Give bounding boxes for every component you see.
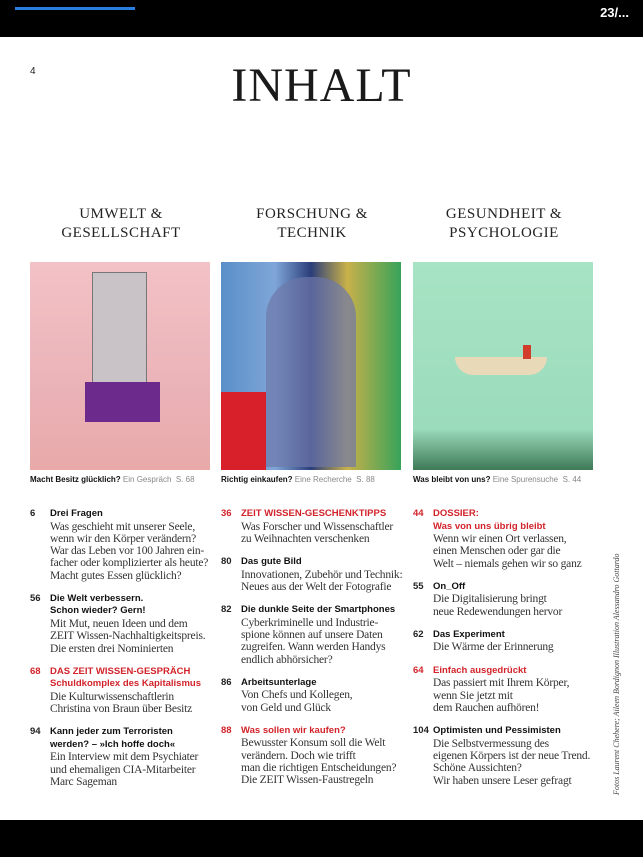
- caption-page: S. 44: [562, 475, 582, 484]
- entry-headline: Optimisten und Pessimisten: [433, 725, 561, 737]
- section-photo[interactable]: [413, 262, 593, 470]
- entry-page-number: 55: [413, 580, 424, 592]
- entry-description: Von Chefs und Kollegen, von Geld und Glück: [241, 689, 353, 714]
- entry-description: Die Selbstvermessung des eigenen Körpers ist der neue Trend. Schöne Aussichten? Wir haben unsere Leser gefragt: [433, 737, 591, 787]
- section-photo[interactable]: [30, 262, 210, 470]
- entry-headline: On_Off: [433, 580, 466, 592]
- reading-progress-bar: [15, 7, 135, 10]
- toc-entry[interactable]: [221, 556, 411, 593]
- entry-description: Innovationen, Zubehör und Technik: Neues aus der Welt der Fotografie: [241, 568, 403, 593]
- entry-page-number: 80: [221, 556, 232, 568]
- entry-description: Mit Mut, neuen Ideen und dem ZEIT Wissen-Nachhaltigkeitspreis. Die ersten drei Nominierten: [50, 617, 206, 655]
- billboard: [85, 382, 160, 422]
- entry-headline: Drei Fragen: [50, 508, 103, 519]
- section-heading: UMWELT & GESELLSCHAFT: [61, 206, 181, 241]
- toc-entry[interactable]: [30, 593, 220, 655]
- toc-entry[interactable]: [221, 725, 411, 787]
- entry-page-number: 104: [413, 725, 429, 737]
- toc-entry[interactable]: [221, 604, 411, 666]
- caption-title: Macht Besitz glücklich?: [30, 475, 121, 484]
- entry-description: Was geschieht mit unserer Seele, wenn wir den Körper verändern? War das Leben vor 100 Jahren ein- facher oder komplizierter als heute? Macht gutes Essen glücklich?: [50, 520, 209, 582]
- person-in-boat: [523, 345, 531, 359]
- caption-page: S. 68: [175, 475, 195, 484]
- caption-text: Eine Spurensuche: [492, 475, 559, 484]
- entry-headline: ZEIT WISSEN-GESCHENKTIPPS: [241, 508, 387, 519]
- entry-page-number: 62: [413, 628, 424, 640]
- entry-headline: Arbeitsunterlage: [241, 676, 317, 688]
- entry-page-number: 86: [221, 676, 232, 688]
- entry-page-number: 94: [30, 726, 41, 738]
- entry-description: Die Wärme der Erinnerung: [433, 641, 554, 654]
- section-heading: FORSCHUNG & TECHNIK: [256, 206, 368, 241]
- entry-description: Bewusster Konsum soll die Welt verändern. Doch wie trifft man die richtigen Entscheidungen? Die ZEIT Wissen-Faustregeln: [241, 737, 397, 787]
- entry-description: Was Forscher und Wissenschaftler zu Weihnachten verschenken: [241, 520, 394, 545]
- section-photo[interactable]: [221, 262, 401, 470]
- entry-headline: Kann jeder zum Terroristen werden? – »Ich hoffe doch«: [50, 726, 176, 750]
- entry-description: Das passiert mit Ihrem Körper, wenn Sie jetzt mit dem Rauchen aufhören!: [433, 677, 570, 714]
- entry-page-number: 64: [413, 664, 424, 676]
- page-counter[interactable]: 23/...: [600, 5, 629, 20]
- page-title: INHALT: [231, 59, 412, 112]
- entry-headline: Was sollen wir kaufen?: [241, 724, 346, 736]
- entry-page-number: 82: [221, 604, 232, 616]
- entry-description: Cyberkriminelle und Industrie- spione können auf unsere Daten zugreifen. Wann werden Handys endlich abhörsicher?: [241, 616, 386, 666]
- photo-caption[interactable]: [221, 475, 411, 484]
- entry-headline: Einfach ausgedrückt: [433, 664, 527, 676]
- entry-headline: Das Experiment: [433, 628, 505, 640]
- entry-headline: Das gute Bild: [241, 556, 302, 568]
- entry-description: Wenn wir einen Ort verlassen, einen Menschen oder gar die Welt – niemals gehen wir so ganz: [433, 533, 582, 570]
- toc-entry[interactable]: [30, 666, 220, 716]
- toc-entry[interactable]: [221, 508, 411, 545]
- toc-entry[interactable]: [30, 508, 220, 582]
- top-bar: [0, 0, 643, 37]
- toc-entry[interactable]: [413, 581, 603, 618]
- entry-description: Die Kulturwissenschaftlerin Christina von Braun über Besitz: [50, 690, 192, 716]
- caption-title: Was bleibt von uns?: [413, 475, 491, 484]
- toc-entry[interactable]: [30, 726, 220, 788]
- entry-headline: Die dunkle Seite der Smartphones: [241, 604, 396, 616]
- entry-headline: DOSSIER: Was von uns übrig bleibt: [433, 508, 546, 532]
- caption-text: Ein Gespräch: [122, 475, 172, 484]
- caption-title: Richtig einkaufen?: [221, 475, 293, 484]
- entry-page-number: 44: [413, 508, 424, 519]
- toc-entry[interactable]: [413, 508, 603, 570]
- toc-entry[interactable]: [413, 725, 603, 787]
- entry-headline: Die Welt verbessern. Schon wieder? Gern!: [50, 592, 146, 617]
- toc-entry[interactable]: [413, 629, 603, 654]
- section-column: [413, 205, 603, 798]
- toc-entry[interactable]: [413, 665, 603, 714]
- bottom-bar: [0, 820, 643, 857]
- entry-description: Ein Interview mit dem Psychiater und ehemaligen CIA-Mitarbeiter Marc Sageman: [50, 751, 199, 789]
- entry-page-number: 36: [221, 508, 232, 519]
- photo-credits: Fotos Laurent Chehere; Aileen Bordignon Illustration Alessandro Gottardo: [612, 553, 621, 795]
- page-number: 4: [30, 66, 36, 77]
- caption-page: S. 88: [356, 475, 375, 484]
- person-figure: [266, 277, 356, 467]
- section-column: [30, 205, 220, 799]
- toc-entry[interactable]: [221, 677, 411, 714]
- caption-text: Eine Recherche: [294, 475, 352, 484]
- entry-page-number: 88: [221, 724, 232, 736]
- photo-caption[interactable]: [413, 475, 603, 484]
- section-column: [221, 205, 411, 798]
- section-heading: GESUNDHEIT & PSYCHOLOGIE: [445, 206, 563, 241]
- entry-description: Die Digitalisierung bringt neue Redewendungen hervor: [433, 593, 563, 618]
- entry-page-number: 56: [30, 592, 41, 604]
- boat-illustration: [455, 357, 547, 375]
- entry-headline: DAS ZEIT WISSEN-GESPRÄCH Schuldkomplex des Kapitalismus: [50, 665, 201, 690]
- red-block: [221, 392, 266, 470]
- entry-page-number: 68: [30, 665, 41, 677]
- entry-page-number: 6: [30, 508, 36, 519]
- photo-caption[interactable]: [30, 475, 220, 484]
